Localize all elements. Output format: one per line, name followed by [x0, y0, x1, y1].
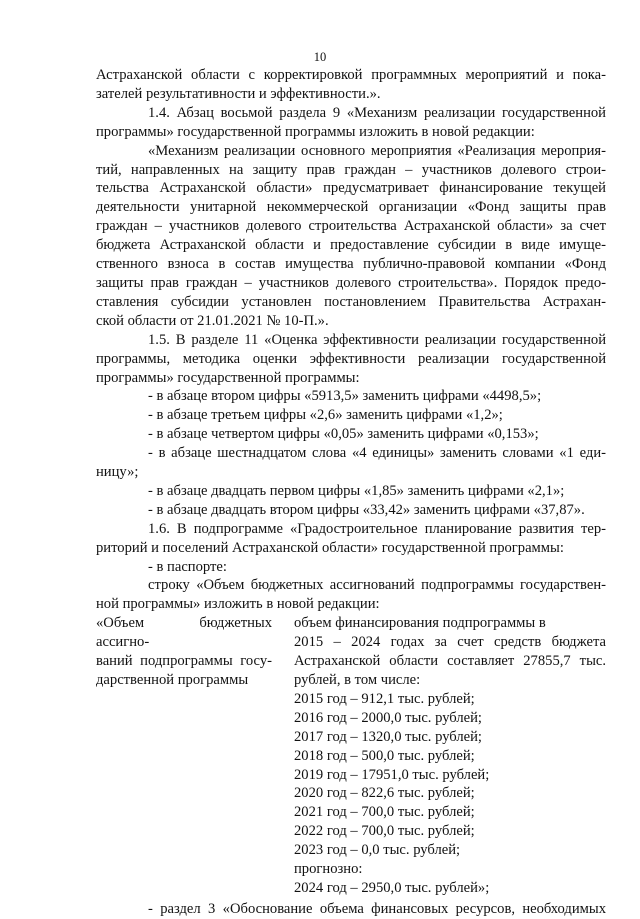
text-line: «Механизм реализации основного мероприятия «Реализация мероприя- [148, 142, 606, 159]
table-value-line: 2017 год – 1320,0 тыс. рублей; [294, 728, 482, 745]
text-line: деятельности унитарной некоммерческой организации «Фонд защиты прав [96, 199, 606, 216]
text-line: - в абзаце третьем цифры «2,6» заменить цифрами «1,2»; [148, 407, 503, 424]
text-line: 1.6. В подпрограмме «Градостроительное планирование развития тер- [148, 520, 606, 537]
text-line: тий, направленных на защиту прав граждан – участников долевого строи- [96, 161, 606, 178]
text-line: - в абзаце двадцать первом цифры «1,85» заменить цифрами «2,1»; [148, 482, 565, 499]
budget-table [96, 614, 606, 898]
table-value-line: 2024 год – 2950,0 тыс. рублей»; [294, 879, 490, 896]
text-line: ницу»; [96, 464, 139, 481]
text-line: защиты прав граждан – участников долевого строительства». Порядок предо- [96, 274, 606, 291]
budget-table-label-cell [96, 614, 294, 898]
text-line: риторий и поселений Астраханской области» государственной программы: [96, 539, 564, 556]
table-value-line: 2021 год – 700,0 тыс. рублей; [294, 804, 475, 821]
table-value-line: 2015 год – 912,1 тыс. рублей; [294, 690, 475, 707]
text-line: ной программы» изложить в новой редакции: [96, 596, 380, 613]
text-line: бюджета Астраханской области и предоставление субсидии в виде имуще- [96, 237, 606, 254]
text-line: - в паспорте: [148, 558, 227, 575]
table-label-line: ваний подпрограммы госу- [96, 653, 272, 670]
table-value-line: 2023 год – 0,0 тыс. рублей; [294, 842, 461, 859]
text-line: ственного взноса в состав имущества публично-правовой компании «Фонд [96, 256, 606, 273]
table-value-line: объем финансирования подпрограммы в [294, 615, 546, 632]
text-line: ской области от 21.01.2021 № 10-П.». [96, 312, 329, 329]
table-value-line: 2015 – 2024 годах за счет средств бюджета [294, 634, 606, 651]
page-number: 10 [313, 50, 327, 64]
text-line: 1.4. Абзац восьмой раздела 9 «Механизм реализации государственной [148, 104, 606, 121]
text-line: - раздел 3 «Обоснование объема финансовых ресурсов, необходимых [148, 900, 606, 917]
table-value-line: 2018 год – 500,0 тыс. рублей; [294, 747, 475, 764]
budget-table-value-cell [294, 614, 606, 898]
table-value-line: рублей, в том числе: [294, 672, 421, 688]
table-value-line: прогнозно: [294, 861, 363, 878]
table-value-line: 2020 год – 822,6 тыс. рублей; [294, 785, 475, 802]
text-line: программы» государственной программы изложить в новой редакции: [96, 123, 535, 140]
table-value-line: 2022 год – 700,0 тыс. рублей; [294, 823, 475, 840]
text-line: - в абзаце четвертом цифры «0,05» заменить цифрами «0,153»; [148, 426, 539, 443]
text-line: программы» государственной программы: [96, 369, 360, 386]
text-line: зателей результативности и эффективности.». [96, 85, 381, 102]
table-label-line: «Объем бюджетных ассигно- [96, 615, 272, 651]
text-line: программы, методика оценки эффективности реализации государственной [96, 350, 606, 367]
text-line: - в абзаце двадцать втором цифры «33,42» заменить цифрами «37,87». [148, 501, 585, 518]
document-body [96, 66, 606, 919]
table-value-line: 2019 год – 17951,0 тыс. рублей; [294, 766, 490, 783]
text-line: строку «Объем бюджетных ассигнований подпрограммы государствен- [148, 577, 606, 594]
text-line: - в абзаце шестнадцатом слова «4 единицы» заменить словами «1 еди- [148, 445, 606, 462]
table-label-line: дарственной программы [96, 672, 249, 688]
text-line: тельства Астраханской области» предусматривает финансирование текущей [96, 180, 606, 197]
text-line: граждан – участников долевого строительства Астраханской области» за счет [96, 218, 606, 235]
text-line: 1.5. В разделе 11 «Оценка эффективности реализации государственной [148, 331, 606, 348]
table-value-line: 2016 год – 2000,0 тыс. рублей; [294, 709, 482, 726]
text-line: ставления субсидии установлен постановлением Правительства Астрахан- [96, 293, 606, 310]
table-value-line: Астраханской области составляет 27855,7 тыс. [294, 653, 606, 670]
text-line: - в абзаце втором цифры «5913,5» заменить цифрами «4498,5»; [148, 388, 542, 405]
text-line: Астраханской области с корректировкой программных мероприятий и пока- [96, 67, 606, 83]
